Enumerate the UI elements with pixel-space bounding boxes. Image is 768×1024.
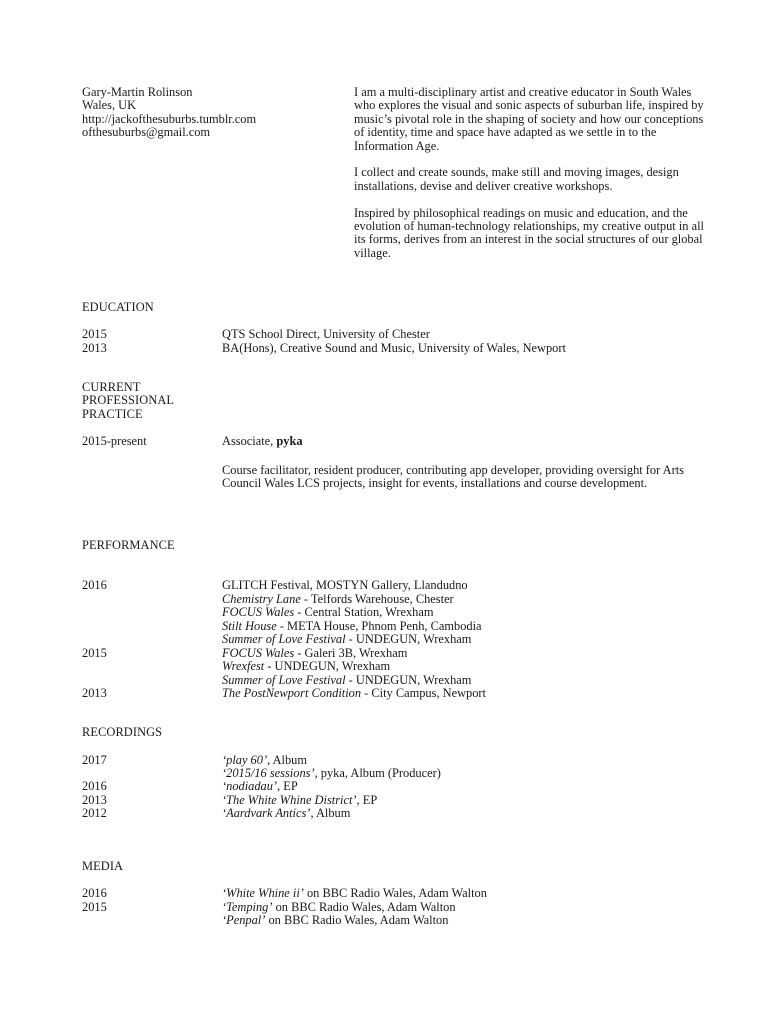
performance-row [82, 660, 728, 673]
entry-title: ‘The White Whine District’ [222, 792, 357, 807]
entry-text [222, 593, 454, 606]
contact-email[interactable]: ofthesuburbs@gmail.com [82, 125, 211, 140]
recordings-row [82, 767, 728, 780]
performance-row [82, 687, 728, 700]
entry-title: FOCUS Wales [222, 605, 295, 619]
entry-year: 2013 [82, 686, 107, 700]
recordings-heading: RECORDINGS [82, 725, 163, 739]
performance-heading: PERFORMANCE [82, 538, 175, 552]
entry-title: ‘2015/16 sessions’ [222, 766, 315, 780]
entry-title: GLITCH Festival, MOSTYN Gallery, Llandudno [222, 578, 468, 592]
entry-detail: on BBC Radio Wales, Adam Walton [265, 913, 449, 927]
practice-description: Course facilitator, resident producer, contributing app developer, providing oversight for Arts Council Wales LCS projects, insight for events, installations and course development. [222, 463, 685, 491]
entry-title: ‘Aardvark Antics’ [222, 806, 311, 820]
media-row [82, 901, 728, 914]
bio-paragraph: Inspired by philosophical readings on music and education, and the evolution of human-technology relationships, my creative output in all its forms, derives from an interest in the social structures of our global village. [354, 205, 704, 260]
entry-title: ‘nodiadau’ [222, 779, 278, 793]
entry-text [222, 620, 482, 633]
entry-text [222, 687, 486, 700]
entry-detail: - Central Station, Wrexham [294, 605, 434, 619]
practice-heading [82, 381, 212, 421]
performance-row [82, 579, 728, 592]
entry-detail: , pyka, Album (Producer) [314, 766, 441, 780]
entry-text [222, 660, 390, 673]
contact-block [82, 86, 342, 140]
entry-detail: - UNDEGUN, Wrexham [264, 659, 391, 673]
role-prefix: Associate, [222, 434, 277, 448]
recordings-row [82, 794, 728, 807]
entry-year: 2016 [82, 779, 107, 793]
entry-year: 2015-present [82, 434, 147, 448]
education-row [82, 342, 728, 355]
entry-detail: - META House, Phnom Penh, Cambodia [276, 618, 482, 633]
entry-detail: - Telfords Warehouse, Chester [300, 591, 454, 606]
entry-detail: , EP [356, 792, 378, 807]
entry-year: 2017 [82, 753, 107, 767]
entry-year: 2013 [82, 341, 107, 355]
bio-paragraph: I collect and create sounds, make still and moving images, design installations, devise and deliver creative workshops. [354, 165, 679, 193]
entry-text: BA(Hons), Creative Sound and Music, University of Wales, Newport [222, 341, 566, 355]
practice-role [222, 435, 303, 448]
entry-detail: , Album [267, 753, 308, 767]
contact-location: Wales, UK [82, 98, 137, 113]
entry-text: QTS School Direct, University of Chester [222, 327, 430, 341]
entry-year: 2016 [82, 578, 107, 592]
performance-row [82, 606, 728, 619]
media-row [82, 887, 728, 900]
entry-title: Stilt House [222, 618, 277, 633]
practice-heading-line: PROFESSIONAL [82, 393, 175, 408]
performance-row [82, 674, 728, 687]
education-heading: EDUCATION [82, 300, 154, 314]
education-row [82, 328, 728, 341]
entry-text [222, 914, 448, 927]
entry-detail: - City Campus, Newport [361, 686, 486, 700]
entry-title: Summer of Love Festival [222, 632, 346, 646]
entry-text [222, 901, 456, 914]
entry-title: The PostNewport Condition [222, 686, 362, 700]
entry-text [222, 633, 471, 646]
entry-year: 2012 [82, 806, 107, 820]
entry-title: Chemistry Lane [222, 591, 301, 606]
practice-heading-line: PRACTICE [82, 406, 143, 421]
contact-website[interactable]: http://jackofthesuburbs.tumblr.com [82, 111, 257, 126]
entry-text [222, 780, 298, 793]
role-org: pyka [276, 434, 303, 448]
entry-text [222, 807, 350, 820]
entry-text [222, 887, 487, 900]
entry-text [222, 606, 434, 619]
entry-title: Summer of Love Festival [222, 672, 346, 687]
bio-paragraph: I am a multi-disciplinary artist and creative educator in South Wales who explores the visual and sonic aspects of suburban life, inspired by music’s pivotal role in the shaping of society and how our conceptions of identity, time and space have adapted as we settle in to the Information Age. [354, 85, 704, 153]
entry-text [222, 579, 468, 592]
entry-detail: - UNDEGUN, Wrexham [345, 672, 472, 687]
entry-detail: on BBC Radio Wales, Adam Walton [272, 899, 456, 914]
entry-title: ‘Penpal’ [222, 913, 266, 927]
entry-year: 2016 [82, 886, 107, 900]
entry-detail: - UNDEGUN, Wrexham [345, 632, 472, 646]
performance-row [82, 633, 728, 646]
entry-text [222, 794, 377, 807]
performance-row [82, 620, 728, 633]
entry-detail: , EP [277, 779, 298, 793]
contact-name: Gary-Martin Rolinson [82, 85, 193, 99]
bio-block [354, 86, 710, 274]
performance-row [82, 593, 728, 606]
recordings-row [82, 807, 728, 820]
entry-title: FOCUS Wales [222, 645, 295, 660]
media-heading: MEDIA [82, 859, 124, 873]
entry-detail: on BBC Radio Wales, Adam Walton [303, 886, 487, 900]
practice-heading-line: CURRENT [82, 380, 141, 394]
performance-row [82, 647, 728, 660]
entry-text [222, 674, 471, 687]
entry-year: 2015 [82, 327, 107, 341]
recordings-row [82, 780, 728, 793]
entry-title: ‘play 60’ [222, 753, 268, 767]
entry-year: 2013 [82, 792, 107, 807]
entry-title: ‘Temping’ [222, 899, 273, 914]
entry-title: ‘White Whine ii’ [222, 886, 304, 900]
entry-detail: - Galeri 3B, Wrexham [294, 645, 408, 660]
entry-year: 2015 [82, 899, 107, 914]
entry-year: 2015 [82, 645, 107, 660]
entry-text [222, 647, 407, 660]
media-row [82, 914, 728, 927]
entry-title: Wrexfest [222, 659, 265, 673]
practice-row [82, 435, 728, 448]
entry-detail: , Album [310, 806, 351, 820]
